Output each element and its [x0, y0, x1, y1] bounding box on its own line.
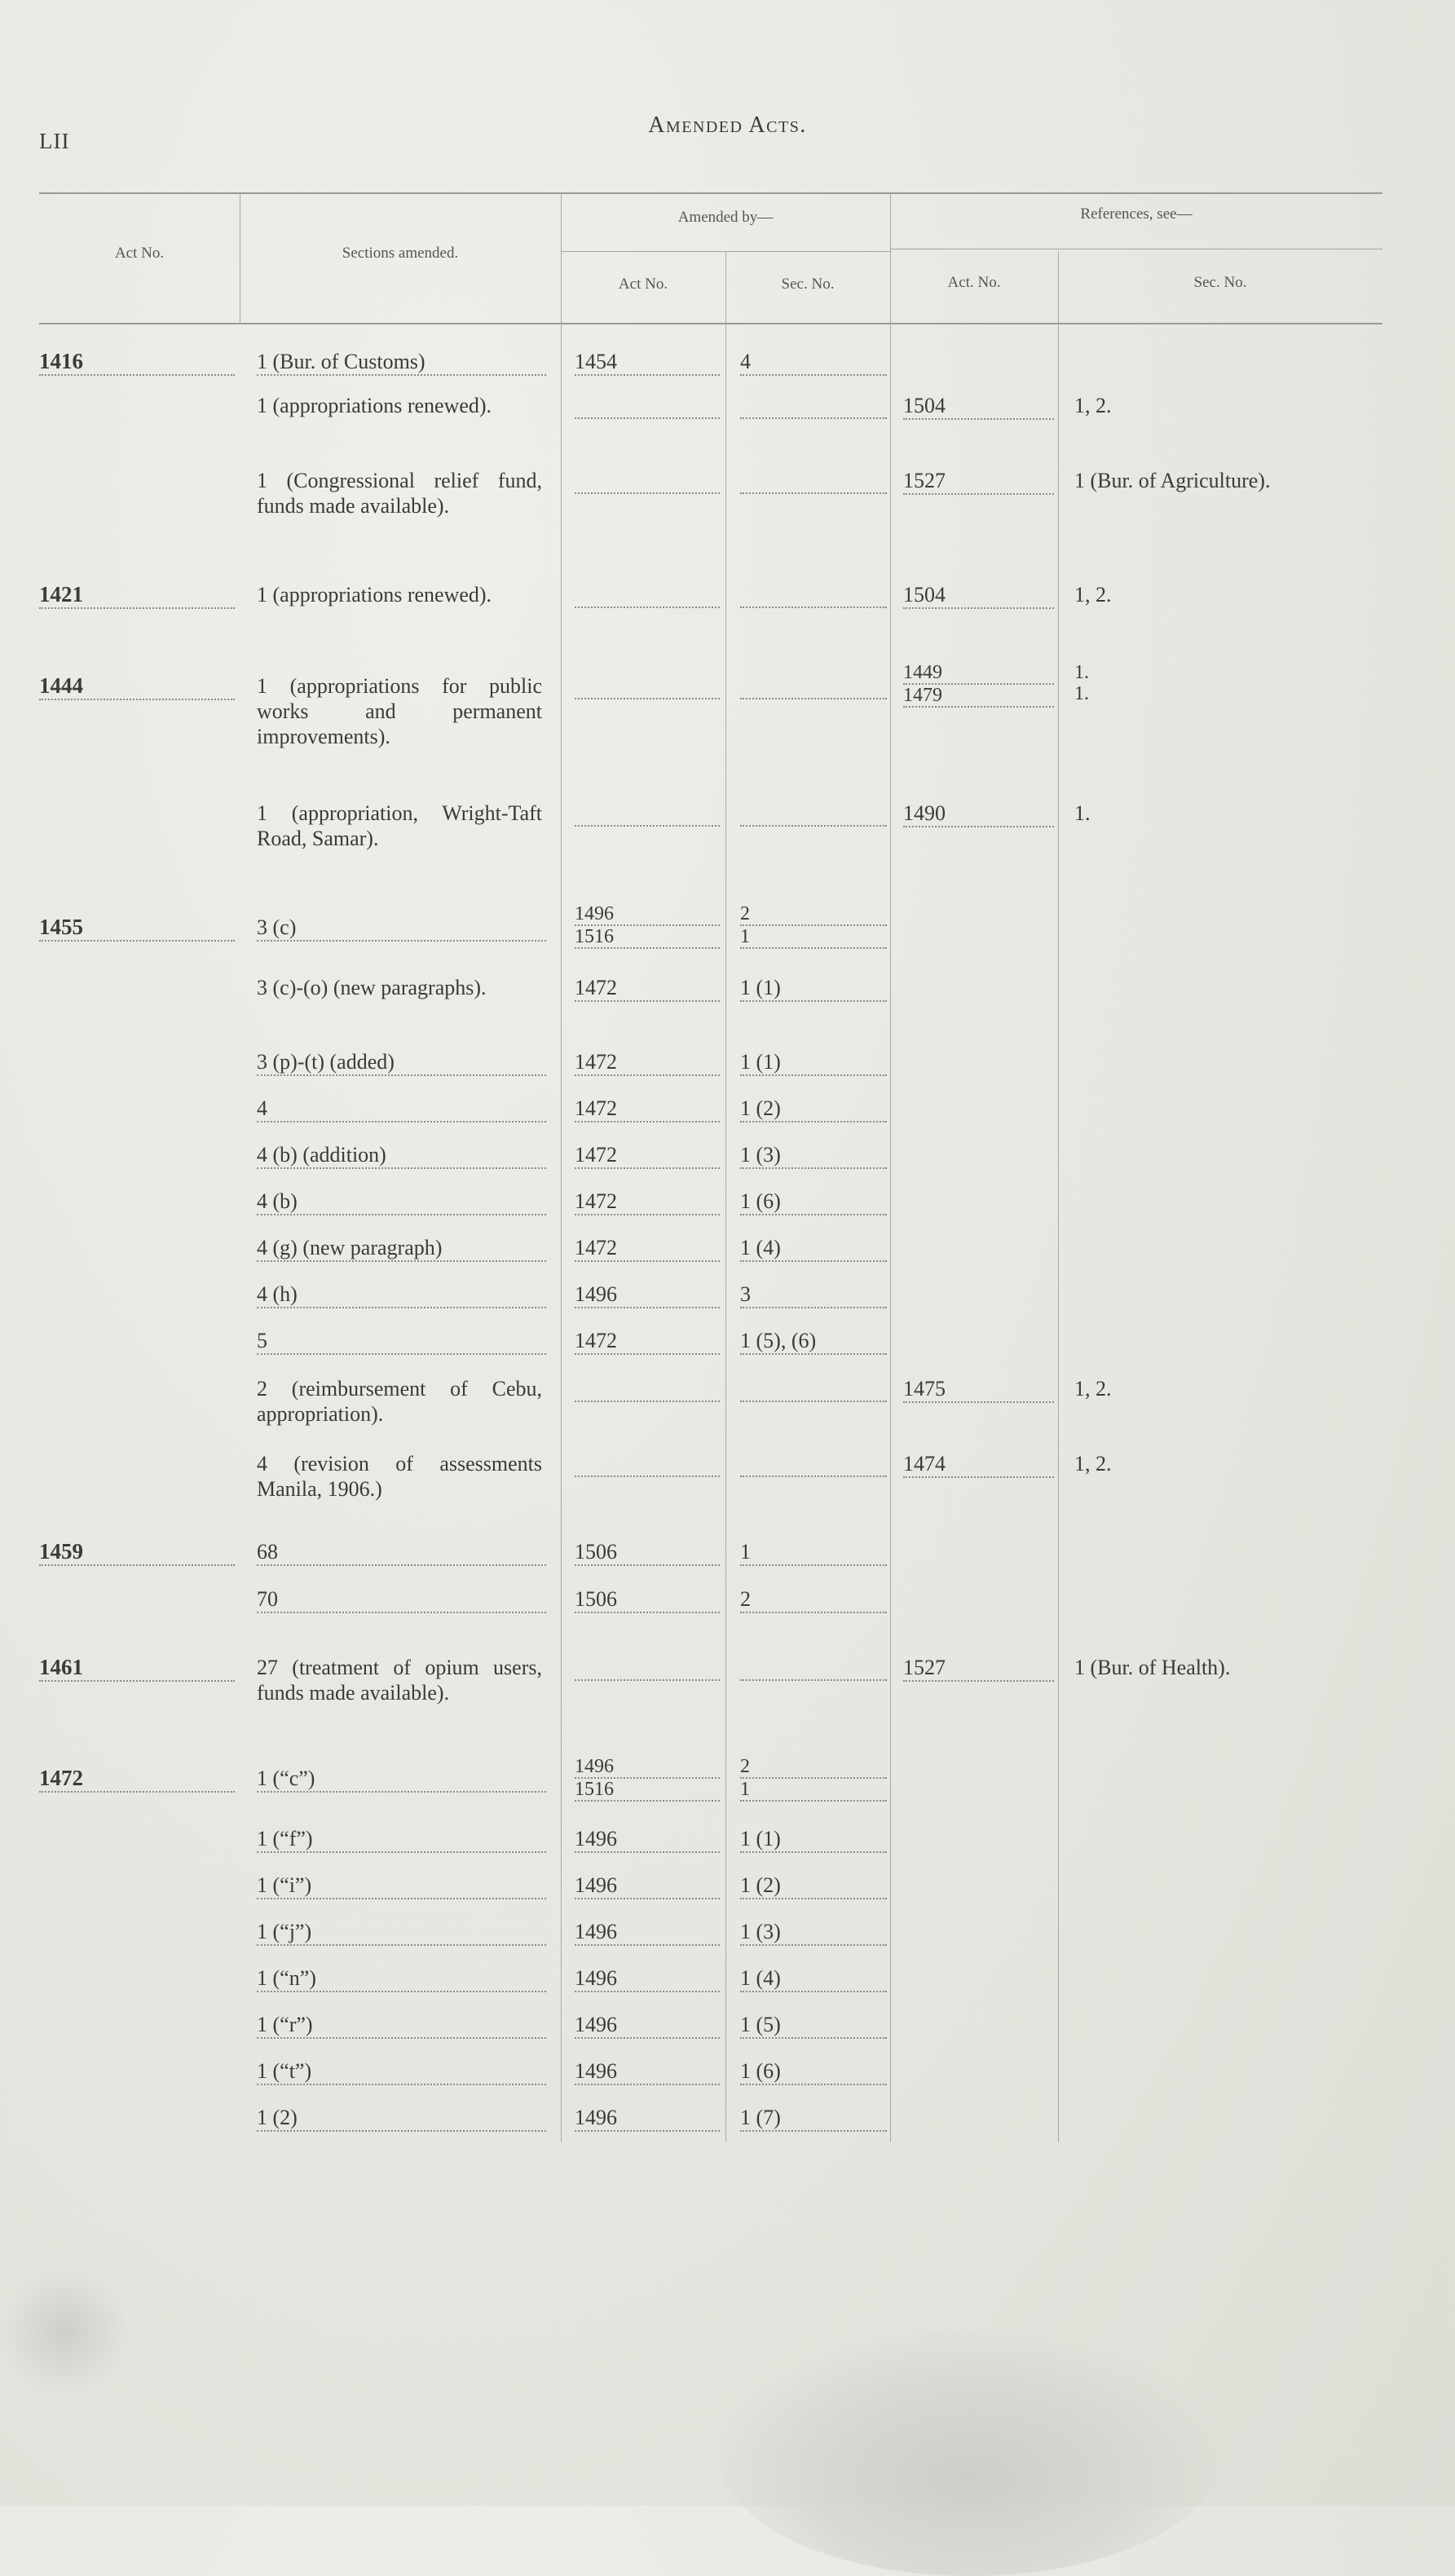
header-ref-act-no: Act. No. — [947, 274, 1001, 291]
amended-sec-no: 2 — [740, 1586, 887, 1613]
sections-amended: 3 (c)-(o) (new paragraphs). — [257, 976, 487, 999]
act-number: 1472 — [39, 1766, 235, 1793]
sections-amended: 1 (“c”) — [257, 1766, 546, 1793]
ref-act-no — [903, 662, 1054, 708]
amended-act-no-line: 1516 — [575, 1779, 720, 1802]
ref-act-no: 1527 — [903, 1655, 1054, 1682]
amended-sec-no — [740, 812, 887, 827]
ref-sec-no: 1, 2. — [1074, 583, 1112, 607]
header-bottom-rule — [39, 323, 1382, 324]
amended-act-no: 1472 — [575, 1142, 720, 1169]
sections-amended: 1 (Bur. of Customs) — [257, 349, 546, 376]
amended-act-no: 1496 — [575, 2058, 720, 2085]
act-number: 1444 — [39, 673, 235, 700]
column-divider — [890, 194, 891, 2142]
ref-act-no: 1504 — [903, 582, 1054, 609]
ref-sec-no: 1 (Bur. of Health). — [1074, 1656, 1231, 1679]
ref-sec-no: 1, 2. — [1074, 394, 1112, 417]
amended-sec-no — [740, 1462, 887, 1477]
amended-sec-no: 1 (3) — [740, 1142, 887, 1169]
amended-act-no — [575, 593, 720, 608]
sections-amended: 1 (“f”) — [257, 1826, 546, 1853]
sections-amended: 2 (reimbursement of Cebu, appropriation). — [257, 1377, 542, 1426]
ref-act-no: 1504 — [903, 393, 1054, 420]
amended-sec-no: 1 (3) — [740, 1919, 887, 1946]
ref-sec-no: 1, 2. — [1074, 1452, 1112, 1475]
amended-act-no: 1506 — [575, 1539, 720, 1566]
act-number: 1416 — [39, 349, 235, 376]
sections-amended: 4 (b) (addition) — [257, 1142, 546, 1169]
amended-act-no — [575, 812, 720, 827]
header-act-no: Act No. — [114, 245, 165, 262]
sections-amended: 4 (g) (new paragraph) — [257, 1235, 546, 1262]
amended-sec-no — [740, 1756, 887, 1802]
header-amended-act-no: Act No. — [618, 276, 668, 293]
ref-sec-no: 1, 2. — [1074, 1377, 1112, 1400]
header-ref-sec-no: Sec. No. — [1193, 274, 1247, 291]
amended-sec-no-line: 2 — [740, 1756, 887, 1779]
amended-act-no: 1472 — [575, 975, 720, 1002]
amended-sec-no — [740, 593, 887, 608]
header-amended-sec-no: Sec. No. — [781, 276, 835, 293]
amended-sec-no — [740, 404, 887, 419]
amended-act-no: 1496 — [575, 1919, 720, 1946]
table-top-rule — [39, 192, 1382, 194]
amended-act-no: 1496 — [575, 2012, 720, 2039]
amended-act-no: 1454 — [575, 349, 720, 376]
amended-act-no: 1472 — [575, 1189, 720, 1215]
header-references: References, see— — [1080, 205, 1193, 223]
sections-amended: 4 (h) — [257, 1281, 546, 1308]
amended-act-no — [575, 404, 720, 419]
amended-act-no: 1496 — [575, 1826, 720, 1853]
amended-sec-no: 1 (6) — [740, 1189, 887, 1215]
sections-amended: 3 (c) — [257, 915, 546, 942]
amended-sec-no: 1 (6) — [740, 2058, 887, 2085]
amended-sec-no — [740, 685, 887, 699]
amended-sec-no-line: 2 — [740, 903, 887, 926]
amended-sec-no: 1 (2) — [740, 1096, 887, 1123]
sections-amended: 1 (Congressional relief fund, funds made available). — [257, 469, 542, 518]
amended-sec-no: 1 (7) — [740, 2105, 887, 2132]
amended-act-no — [575, 1462, 720, 1477]
amended-sec-no: 4 — [740, 349, 887, 376]
ref-sec-no-line: 1. — [1074, 662, 1089, 683]
amended-act-no-line: 1496 — [575, 903, 720, 926]
amended-sec-no — [740, 903, 887, 949]
amended-act-no-line: 1496 — [575, 1756, 720, 1779]
sections-amended: 5 — [257, 1328, 546, 1355]
page-number: LII — [39, 129, 70, 153]
ref-sec-no — [1074, 662, 1384, 704]
sections-amended: 1 (“j”) — [257, 1919, 546, 1946]
amended-sec-no: 1 (1) — [740, 1049, 887, 1076]
water-stain — [717, 2331, 1223, 2576]
ref-act-no: 1490 — [903, 801, 1054, 827]
sections-amended: 1 (appropriations renewed). — [257, 583, 492, 607]
header-amended-by: Amended by— — [677, 209, 774, 226]
amended-act-no: 1496 — [575, 1965, 720, 1992]
ref-act-no-line: 1479 — [903, 685, 1054, 708]
sections-amended: 4 (b) — [257, 1189, 546, 1215]
amended-sec-no: 1 (4) — [740, 1965, 887, 1992]
amended-sec-no: 1 (1) — [740, 1826, 887, 1853]
ref-act-no-line: 1449 — [903, 662, 1054, 685]
sections-amended: 1 (“t”) — [257, 2058, 546, 2085]
ref-sec-no: 1. — [1074, 801, 1091, 825]
column-divider — [725, 251, 726, 2142]
amended-sec-no — [740, 1666, 887, 1681]
sections-amended: 68 — [257, 1539, 546, 1566]
amended-sec-no-line: 1 — [740, 1779, 887, 1802]
amended-sec-no: 1 (5), (6) — [740, 1328, 887, 1355]
amended-act-no: 1472 — [575, 1049, 720, 1076]
amended-act-no: 1496 — [575, 2105, 720, 2132]
sections-amended: 1 (“n”) — [257, 1965, 546, 1992]
sections-amended: 27 (treatment of opium users, funds made available). — [257, 1656, 542, 1705]
act-number: 1459 — [39, 1539, 235, 1566]
amended-sec-no — [740, 1387, 887, 1402]
sections-amended: 1 (“i”) — [257, 1872, 546, 1899]
amended-sec-no: 3 — [740, 1281, 887, 1308]
sections-amended: 1 (2) — [257, 2105, 546, 2132]
amended-act-no: 1496 — [575, 1281, 720, 1308]
act-number: 1421 — [39, 582, 235, 609]
header-sections-amended: Sections amended. — [342, 245, 459, 262]
ref-act-no: 1474 — [903, 1451, 1054, 1478]
amended-act-no: 1472 — [575, 1096, 720, 1123]
sections-amended: 1 (appropriation, Wright-Taft Road, Samar). — [257, 801, 542, 850]
sections-amended: 4 (revision of assessments Manila, 1906.) — [257, 1452, 542, 1501]
ref-act-no: 1527 — [903, 468, 1054, 495]
sections-amended: 1 (“r”) — [257, 2012, 546, 2039]
amended-sec-no: 1 (1) — [740, 975, 887, 1002]
amended-sec-no: 1 (2) — [740, 1872, 887, 1899]
amended-act-no: 1472 — [575, 1235, 720, 1262]
sections-amended: 4 — [257, 1096, 546, 1123]
act-number: 1461 — [39, 1655, 235, 1682]
amended-act-no — [575, 1756, 720, 1802]
amended-sec-no: 1 (5) — [740, 2012, 887, 2039]
amended-act-no — [575, 685, 720, 699]
amended-sec-no: 1 (4) — [740, 1235, 887, 1262]
ref-act-no: 1475 — [903, 1376, 1054, 1403]
page-title: Amended Acts. — [648, 112, 807, 138]
sections-amended: 70 — [257, 1586, 546, 1613]
amended-sec-no: 1 — [740, 1539, 887, 1566]
smudge — [0, 2266, 130, 2397]
amended-sec-no — [740, 479, 887, 494]
ref-sec-no-line: 1. — [1074, 683, 1089, 704]
amended-act-no: 1496 — [575, 1872, 720, 1899]
sections-amended: 1 (appropriations renewed). — [257, 394, 492, 417]
amended-act-no-line: 1516 — [575, 926, 720, 949]
amended-act-no: 1472 — [575, 1328, 720, 1355]
amended-act-no — [575, 1387, 720, 1402]
sections-amended: 1 (appropriations for public works and permanent improvements). — [257, 674, 542, 748]
amended-act-no — [575, 479, 720, 494]
sections-amended: 3 (p)-(t) (added) — [257, 1049, 546, 1076]
column-divider — [1058, 251, 1059, 2142]
amended-sec-no-line: 1 — [740, 926, 887, 949]
column-divider — [561, 194, 562, 2142]
amended-act-no: 1506 — [575, 1586, 720, 1613]
amended-act-no — [575, 903, 720, 949]
ref-sec-no: 1 (Bur. of Agriculture). — [1074, 469, 1271, 492]
act-number: 1455 — [39, 915, 235, 942]
amended-act-no — [575, 1666, 720, 1681]
